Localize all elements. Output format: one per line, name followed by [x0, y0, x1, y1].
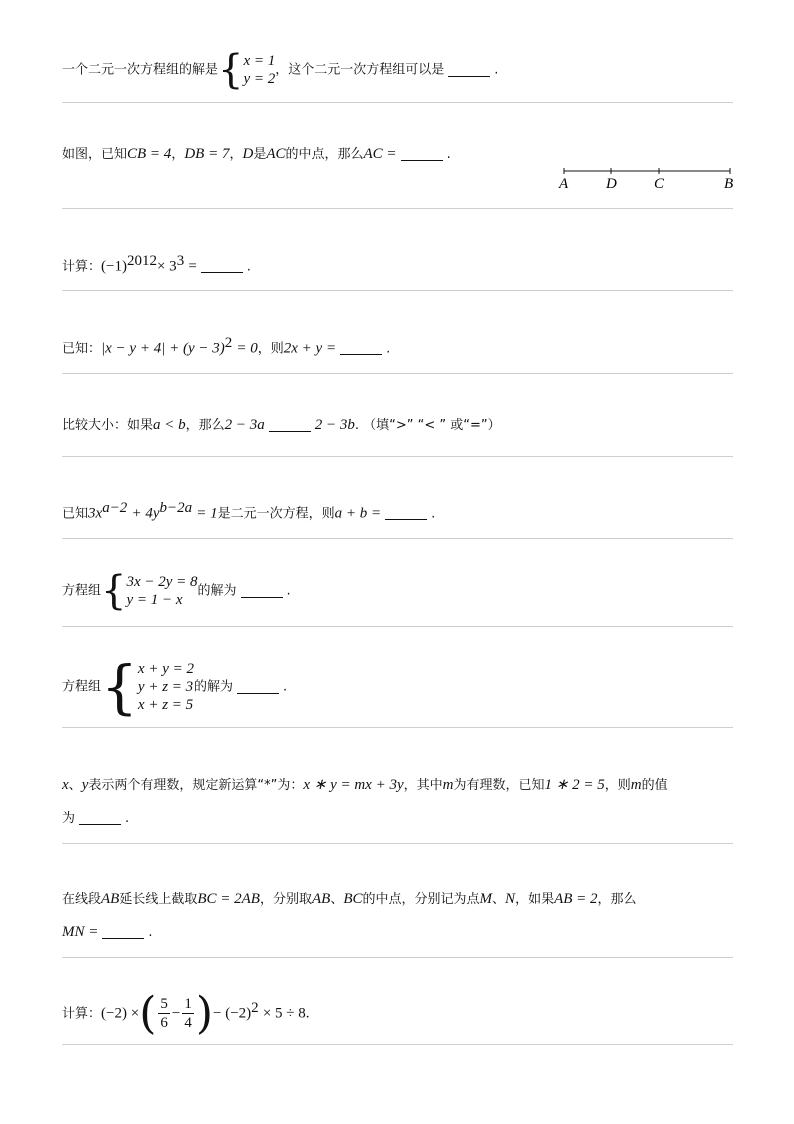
- divider: [62, 1044, 733, 1045]
- answer-blank[interactable]: [241, 597, 283, 598]
- fraction: $\frac{1}{4}$: [184, 996, 192, 1032]
- divider: [62, 290, 733, 291]
- point-label-d: D: [606, 176, 617, 192]
- answer-blank[interactable]: [340, 354, 382, 355]
- equation-system: { x = 1 y = 2: [218, 47, 276, 93]
- question-3: 计算：$(-1)^{2012}\times 3^3$ = .: [62, 253, 251, 275]
- answer-blank[interactable]: [237, 693, 279, 694]
- divider: [62, 456, 733, 457]
- question-2: 如图，已知CB = 4，DB = 7，D是AC的中点，那么AC = .: [62, 146, 451, 162]
- answer-blank[interactable]: [79, 824, 121, 825]
- divider: [62, 843, 733, 844]
- question-11: 计算：(−2) ×( $\frac{5}{6}$ − $\frac{1}{4}$ )− $(-2)^2 \times 5 \div 8$.: [62, 987, 310, 1039]
- question-8: 方程组 { x + y = 2 y + z = 3 x + z = 5 的解为 .: [62, 653, 288, 721]
- divider: [62, 626, 733, 627]
- divider: [62, 538, 733, 539]
- divider: [62, 102, 733, 103]
- answer-blank[interactable]: [448, 76, 490, 77]
- divider: [62, 373, 733, 374]
- line-segment-figure: [555, 166, 740, 192]
- question-10: 在线段AB延长线上截取BC = 2AB，分别取AB、BC的中点，分别记为点M、N，如果AB = 2，那么 MN = .: [62, 891, 637, 940]
- equation-system: { 3x − 2y = 8 y = 1 − x: [101, 568, 198, 614]
- question-4: 已知：$|x - y + 4| + (y - 3)^2 = 0$，则2x + y = .: [62, 335, 391, 357]
- point-label-a: A: [559, 176, 569, 192]
- answer-blank[interactable]: [201, 272, 243, 273]
- point-label-c: C: [654, 176, 665, 192]
- answer-blank[interactable]: [385, 519, 427, 520]
- answer-blank[interactable]: [401, 160, 443, 161]
- divider: [62, 957, 733, 958]
- question-9: x、y表示两个有理数，规定新运算“*”为：x ∗ y = mx + 3y，其中m为有理数，已知1 ∗ 2 = 5，则m的值 为 .: [62, 777, 668, 826]
- equation-system: { x + y = 2 y + z = 3 x + z = 5: [101, 653, 194, 721]
- question-7: 方程组 { 3x − 2y = 8 y = 1 − x 的解为 .: [62, 568, 291, 614]
- answer-blank[interactable]: [102, 938, 144, 939]
- q1-text: 一个二元一次方程组的解是: [62, 62, 219, 78]
- question-1: 一个二元一次方程组的解是 { x = 1 y = 2 ，这个二元一次方程组可以是 .: [62, 47, 499, 93]
- question-6: 已知$3x^{a-2} + 4y^{b-2a} = 1$是二元一次方程，则a + b = .: [62, 500, 436, 522]
- point-label-b: B: [724, 176, 734, 192]
- divider: [62, 727, 733, 728]
- divider: [62, 208, 733, 209]
- fraction: $\frac{5}{6}$: [160, 996, 168, 1032]
- question-5: 比较大小：如果a < b，那么2 − 3a 2 − 3b. （填“>” “< ” 或“=”）: [62, 417, 501, 433]
- answer-blank[interactable]: [269, 431, 311, 432]
